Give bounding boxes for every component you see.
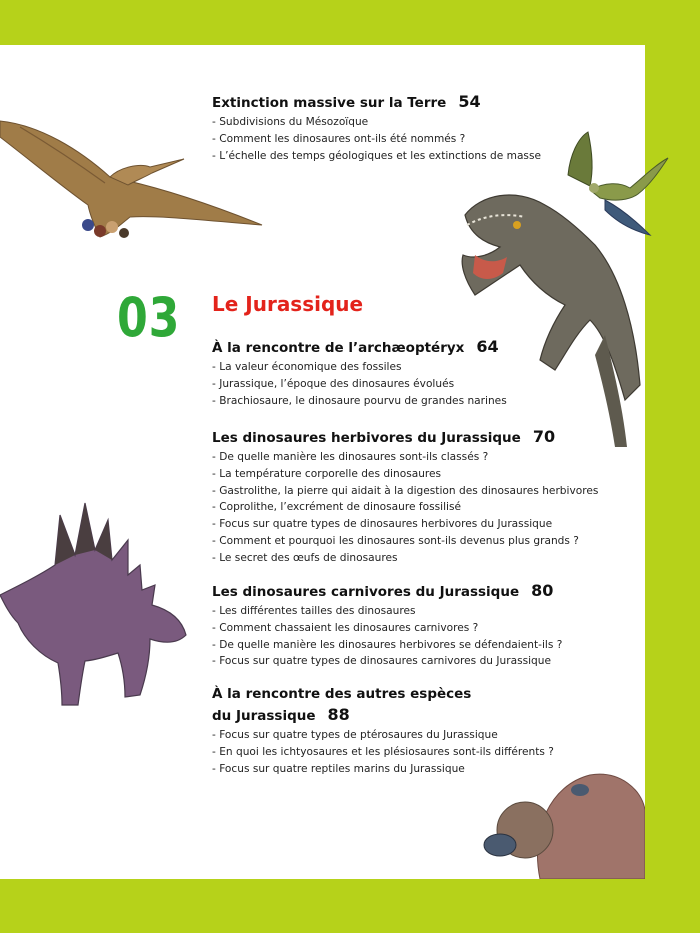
list-item: - Les différentes tailles des dinosaures [212, 603, 562, 620]
page-number: 88 [327, 705, 350, 724]
section-archaeopteryx [212, 337, 507, 409]
section-title: Les dinosaures carnivores du Jurassique 80 [212, 581, 554, 600]
section-extinction [212, 92, 541, 164]
topic-list [212, 727, 554, 777]
topic-list [212, 603, 562, 670]
chapter-number: 03 [117, 286, 181, 349]
ceratosaurus-image [445, 185, 645, 450]
topic-list [212, 449, 598, 567]
chapter-title: Le Jurassique [212, 292, 364, 316]
list-item: - La valeur économique des fossiles [212, 359, 507, 376]
list-item: - Comment les dinosaures ont-ils été nommés ? [212, 131, 541, 148]
dung-beetle-image [470, 770, 645, 879]
list-item: - Focus sur quatre types de dinosaures carnivores du Jurassique [212, 653, 562, 670]
section-other-species [212, 686, 554, 777]
list-item: - Le secret des œufs de dinosaures [212, 550, 598, 567]
list-item: - Focus sur quatre types de dinosaures herbivores du Jurassique [212, 516, 598, 533]
list-item: - Focus sur quatre reptiles marins du Jurassique [212, 761, 554, 778]
page-number: 54 [458, 92, 481, 111]
topic-list [212, 359, 507, 409]
list-item: - Comment et pourquoi les dinosaures sont-ils devenus plus grands ? [212, 533, 598, 550]
page-number: 70 [532, 427, 556, 446]
list-item: - Comment chassaient les dinosaures carnivores ? [212, 620, 562, 637]
list-item: - La température corporelle des dinosaures [212, 466, 598, 483]
list-item: - Coprolithe, l’excrément de dinosaure fossilisé [212, 499, 598, 516]
list-item: - Brachiosaure, le dinosaure pourvu de grandes narines [212, 393, 507, 410]
section-title-line2: du Jurassique 88 [212, 705, 350, 724]
section-title: Les dinosaures herbivores du Jurassique 70 [212, 427, 556, 446]
page-number: 64 [476, 337, 499, 356]
list-item: - Gastrolithe, la pierre qui aidait à la digestion des dinosaures herbivores [212, 483, 598, 500]
section-title: À la rencontre de l’archæoptéryx 64 [212, 337, 499, 356]
list-item: - Focus sur quatre types de ptérosaures du Jurassique [212, 727, 554, 744]
page-number: 80 [531, 581, 554, 600]
topic-list [212, 114, 541, 164]
list-item: - De quelle manière les dinosaures herbivores se défendaient-ils ? [212, 637, 562, 654]
section-title: Extinction massive sur la Terre 54 [212, 92, 481, 111]
list-item: - Jurassique, l’époque des dinosaures évolués [212, 376, 507, 393]
list-item: - L’échelle des temps géologiques et les extinctions de masse [212, 148, 541, 165]
stegosaurus-image [0, 495, 190, 710]
list-item: - De quelle manière les dinosaures sont-ils classés ? [212, 449, 598, 466]
section-herbivores [212, 427, 598, 567]
list-item: - En quoi les ichtyosaures et les plésiosaures sont-ils différents ? [212, 744, 554, 761]
section-carnivores [212, 581, 562, 670]
list-item: - Subdivisions du Mésozoïque [212, 114, 541, 131]
section-title-line1: À la rencontre des autres espèces [212, 686, 472, 702]
